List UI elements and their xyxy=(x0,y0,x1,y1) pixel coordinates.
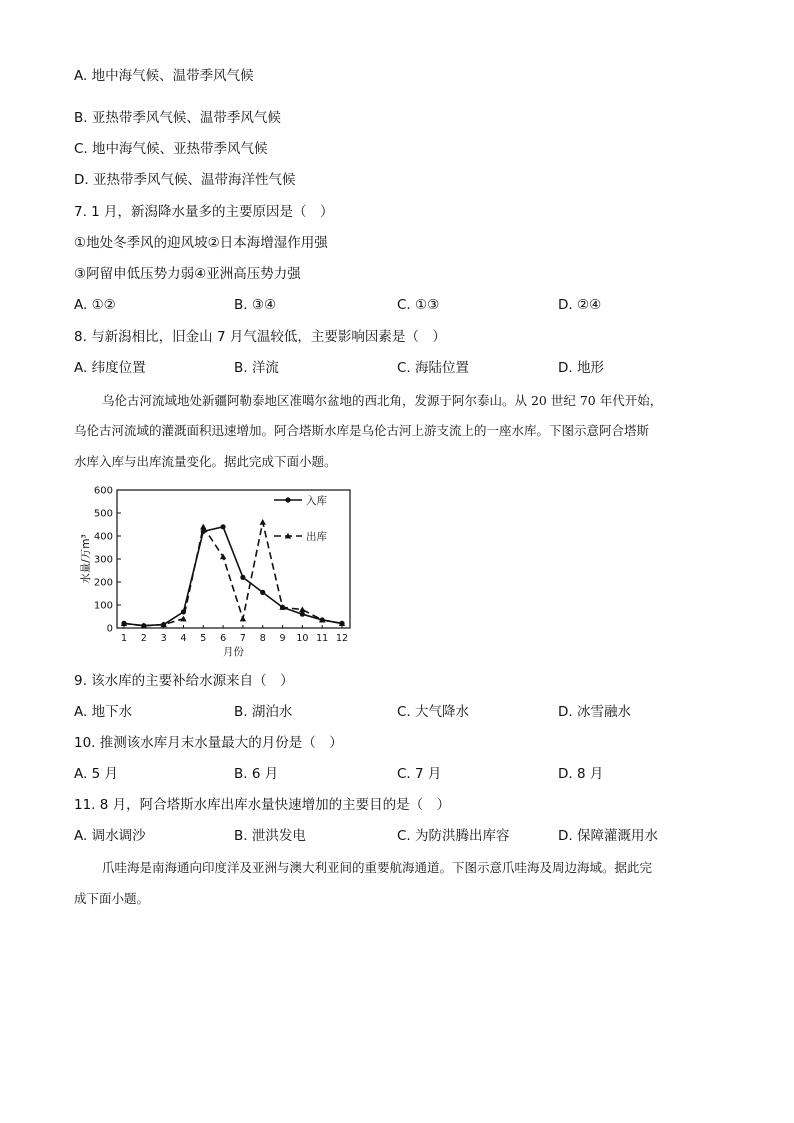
legend-marker-circle xyxy=(285,497,290,502)
x-tick-label: 1 xyxy=(120,633,128,644)
y-tick-label: 0 xyxy=(106,623,113,635)
plot-frame xyxy=(117,490,350,628)
x-tick-label: 12 xyxy=(335,633,349,644)
data-point-circle xyxy=(260,590,265,595)
passage1-line-3: 水库入库与出库流量变化。据此完成下面小题。 xyxy=(74,454,337,469)
x-tick-label: 6 xyxy=(220,633,227,644)
y-tick-label: 400 xyxy=(93,531,113,543)
q7-option-a: A. ①② xyxy=(74,297,116,313)
q7-stem: 7. 1 月，新潟降水量多的主要原因是（ ） xyxy=(74,204,334,220)
q6-option-b: B. 亚热带季风气候、温带季风气候 xyxy=(74,110,281,126)
q6-option-a: A. 地中海气候、温带季风气候 xyxy=(74,68,254,84)
data-point-triangle xyxy=(240,616,246,622)
q6-option-c: C. 地中海气候、亚热带季风气候 xyxy=(74,141,268,157)
q6-option-d: D. 亚热带季风气候、温带海洋性气候 xyxy=(74,172,296,188)
q7-option-c: C. ①③ xyxy=(397,297,440,313)
q7-option-d: D. ②④ xyxy=(558,297,602,313)
y-tick-label: 200 xyxy=(93,577,113,589)
q9-option-a: A. 地下水 xyxy=(74,704,133,720)
x-tick-label: 5 xyxy=(200,633,207,644)
y-tick-label: 100 xyxy=(93,600,113,612)
data-point-triangle xyxy=(299,606,305,612)
q8-option-d: D. 地形 xyxy=(558,360,604,376)
passage2-line-2: 成下面小题。 xyxy=(74,891,150,906)
q9-option-c: C. 大气降水 xyxy=(397,704,470,720)
y-tick-label: 500 xyxy=(93,508,113,520)
x-tick-label: 11 xyxy=(316,633,329,644)
data-point-circle xyxy=(300,612,305,617)
legend-label-2: 出库 xyxy=(306,531,327,543)
q10-option-d: D. 8 月 xyxy=(558,766,604,782)
q11-option-c: C. 为防洪腾出库容 xyxy=(397,828,510,844)
q9-stem: 9. 该水库的主要补给水源来自（ ） xyxy=(74,673,294,689)
x-tick-label: 8 xyxy=(259,633,266,644)
passage1-line-2: 乌伦古河流域的灌溉面积迅速增加。阿合塔斯水库是乌伦古河上游支流上的一座水库。下图示意阿合塔斯 xyxy=(74,423,650,438)
x-tick-label: 7 xyxy=(239,633,246,644)
y-tick-label: 300 xyxy=(93,554,113,566)
x-tick-label: 2 xyxy=(140,633,147,644)
q10-stem: 10. 推测该水库月末水量最大的月份是（ ） xyxy=(74,735,343,751)
x-tick-label: 9 xyxy=(279,633,286,644)
y-axis-label: 水量/万m³ xyxy=(80,534,92,584)
x-tick-label: 3 xyxy=(160,633,167,644)
q11-option-b: B. 泄洪发电 xyxy=(234,828,306,844)
x-tick-label: 4 xyxy=(180,633,187,644)
y-tick-label: 600 xyxy=(93,485,113,497)
q10-option-c: C. 7 月 xyxy=(397,766,442,782)
data-point-triangle xyxy=(180,616,186,622)
q11-option-a: A. 调水调沙 xyxy=(74,828,146,844)
q11-stem: 11. 8 月，阿合塔斯水库出库水量快速增加的主要目的是（ ） xyxy=(74,797,451,813)
q7-item-1: ①地处冬季风的迎风坡②日本海增湿作用强 xyxy=(74,235,328,251)
data-point-circle xyxy=(220,524,225,529)
q8-option-a: A. 纬度位置 xyxy=(74,360,146,376)
q7-item-2: ③阿留申低压势力弱④亚洲高压势力强 xyxy=(74,266,301,282)
q8-stem: 8. 与新潟相比，旧金山 7 月气温较低，主要影响因素是（ ） xyxy=(74,329,446,345)
passage2-line-1: 爪哇海是南海通向印度洋及亚洲与澳大利亚间的重要航海通道。下图示意爪哇海及周边海域。据此完 xyxy=(102,860,653,875)
x-axis-label: 月份 xyxy=(223,646,244,658)
data-point-triangle xyxy=(260,519,266,525)
q10-option-b: B. 6 月 xyxy=(234,766,279,782)
q8-option-c: C. 海陆位置 xyxy=(397,360,470,376)
q10-option-a: A. 5 月 xyxy=(74,766,118,782)
passage1-line-1: 乌伦古河流域地处新疆阿勒泰地区准噶尔盆地的西北角，发源于阿尔泰山。从 20 世纪 70 年代开始， xyxy=(102,393,663,408)
q9-option-d: D. 冰雪融水 xyxy=(558,704,631,720)
x-tick-label: 10 xyxy=(296,633,309,644)
data-point-circle xyxy=(240,575,245,580)
q9-option-b: B. 湖泊水 xyxy=(234,704,293,720)
legend-label-1: 入库 xyxy=(306,495,327,507)
data-point-triangle xyxy=(200,524,206,530)
q7-option-b: B. ③④ xyxy=(234,297,277,313)
q8-option-b: B. 洋流 xyxy=(234,360,279,376)
q11-option-d: D. 保障灌溉用水 xyxy=(558,828,658,844)
reservoir-flow-chart xyxy=(74,480,364,660)
